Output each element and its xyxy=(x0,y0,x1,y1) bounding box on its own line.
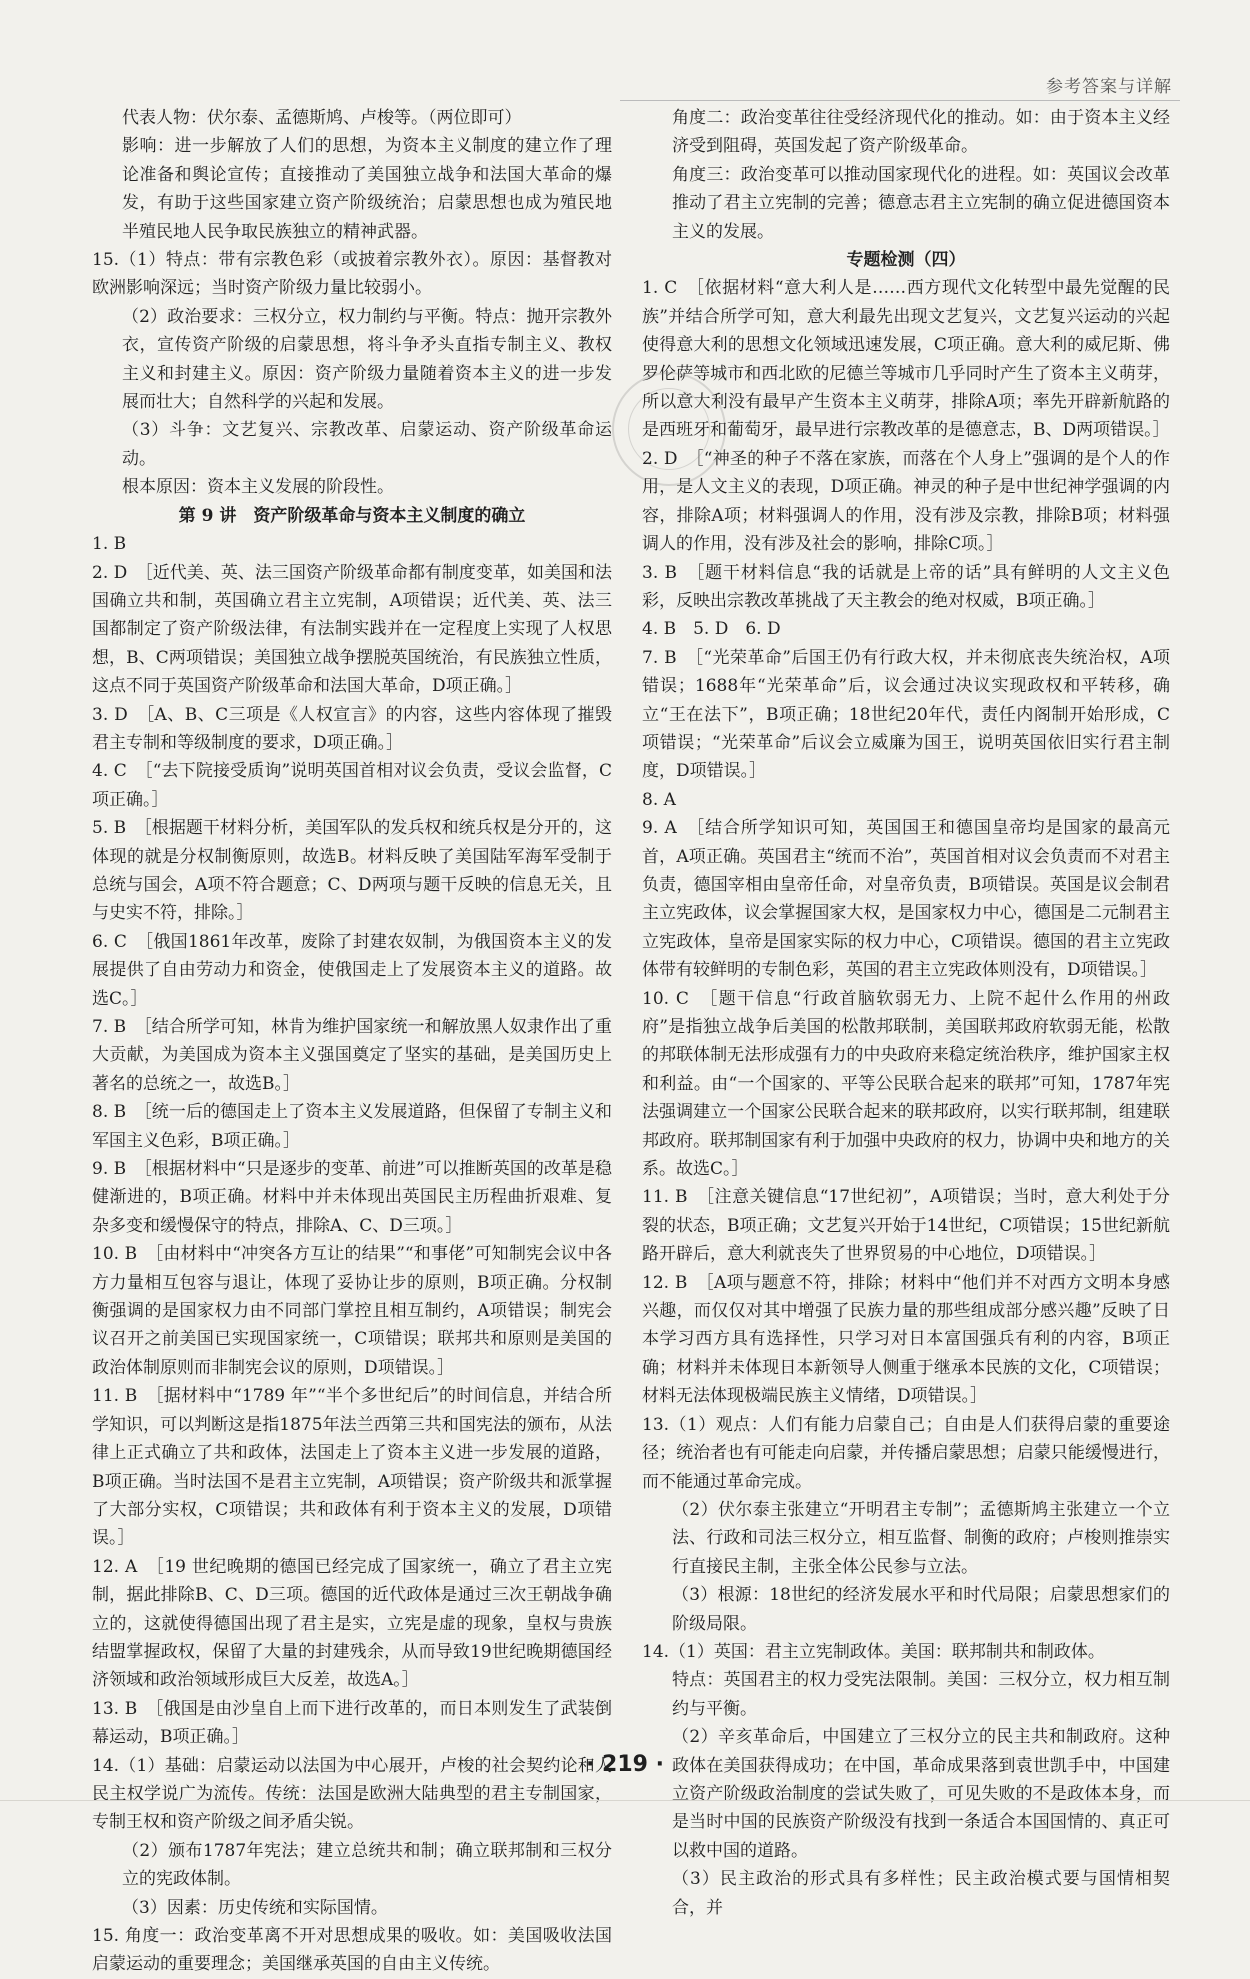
answer-paragraph: （2）颁布1787年宪法；建立总统共和制；确立联邦制和三权分立的宪政体制。 xyxy=(122,1840,612,1890)
answer-paragraph: 2. D ［近代美、英、法三国资产阶级革命都有制度变革，如美国和法国确立共和制，英国确立君主立宪制，A项错误；近代美、英、法三国都制定了资产阶级法律，有法制实践并在一定程度上实现了人权思想，B、C两项错误；美国独立战争摆脱英国统治，有民族独立性质，这点不同于英国资产阶级革命和法国大革命，D项正确。］ xyxy=(92,562,612,697)
answer-paragraph: 7. B ［结合所学可知，林肯为维护国家统一和解放黑人奴隶作出了重大贡献，为美国成为资本主义强国奠定了坚实的基础，是美国历史上著名的总统之一，故选B。］ xyxy=(92,1017,612,1094)
page-header: 参考答案与详解 xyxy=(1046,77,1172,97)
answer-paragraph: 1. C ［依据材料“意大利人是……西方现代文化转型中最先觉醒的民族”并结合所学可知，意大利最先出现文艺复兴，文艺复兴运动的兴起使得意大利的思想文化领域迅速发展，C项正确。意大利的威尼斯、佛罗伦萨等城市和西北欧的尼德兰等城市几乎同时产生了资本主义萌芽，所以意大利没有最早产生资本主义萌芽，排除A项；率先开辟新航路的是西班牙和葡萄牙，最早进行宗教改革的是德意志，B、D两项错误。］ xyxy=(642,278,1170,441)
section-title: 第 9 讲 资产阶级革命与资本主义制度的确立 xyxy=(178,505,526,526)
answer-paragraph: 6. C ［俄国1861年改革，废除了封建农奴制，为俄国资本主义的发展提供了自由劳动力和资金，使俄国走上了发展资本主义的道路。故选C。］ xyxy=(92,931,612,1009)
answer-paragraph: （2）伏尔泰主张建立“开明君主专制”；孟德斯鸠主张建立一个立法、行政和司法三权分立，相互监督、制衡的政府；卢梭则推崇实行直接民主制，主张全体公民参与立法。 xyxy=(672,1499,1170,1577)
bottom-rule xyxy=(0,1800,1250,1801)
answer-paragraph: 1. B xyxy=(92,534,127,555)
answer-paragraph: 10. C ［题干信息“行政首脑软弱无力、上院不起什么作用的州政府”是指独立战争后美国的松散邦联制，美国联邦政府软弱无能，松散的邦联体制无法形成强有力的中央政府来稳定统治秩序，维护国家主权和利益。由“一个国家的、平等公民联合起来的联邦”可知，1787年宪法强调建立一个国家公民联合起来的联邦政府，以实行联邦制，组建联邦政府。联邦制国家有利于加强中央政府的权力，协调中央和地方的关系。故选C。］ xyxy=(642,988,1170,1180)
header-rule xyxy=(620,100,1180,101)
answer-paragraph: 3. D ［A、B、C三项是《人权宣言》的内容，这些内容体现了摧毁君主专制和等级制度的要求，D项正确。］ xyxy=(92,704,612,753)
answer-paragraph: 4. B 5. D 6. D xyxy=(642,619,781,640)
answer-paragraph: 8. B ［统一后的德国走上了资本主义发展道路，但保留了专制主义和军国主义色彩，B项正确。］ xyxy=(92,1102,612,1151)
answer-paragraph: 4. C ［“去下院接受质询”说明英国首相对议会负责，受议会监督，C项正确。］ xyxy=(92,761,612,810)
answer-paragraph: 代表人物：伏尔泰、孟德斯鸠、卢梭等。（两位即可） xyxy=(122,108,522,128)
answer-paragraph: 影响：进一步解放了人们的思想，为资本主义制度的建立作了理论准备和舆论宣传；直接推动了美国独立战争和法国大革命的爆发，有助于这些国家建立资产阶级统治；启蒙思想也成为殖民地半殖民地人民争取民族独立的精神武器。 xyxy=(122,136,612,242)
answer-paragraph: 14.（1）基础：启蒙运动以法国为中心展开，卢梭的社会契约论和人民主权学说广为流传。传统：法国是欧洲大陆典型的君主专制国家，专制王权和资产阶级之间矛盾尖锐。 xyxy=(92,1755,612,1833)
page-number: · 219 · xyxy=(586,1752,664,1777)
answer-paragraph: 2. D ［“神圣的种子不落在家族，而落在个人身上”强调的是个人的作用，是人文主义的表现，D项正确。神灵的种子是中世纪神学强调的内容，排除A项；材料强调人的作用，没有涉及宗教，排除B项；材料强调人的作用，没有涉及社会的影响，排除C项。］ xyxy=(642,448,1170,555)
answer-paragraph: （3）根源：18世纪的经济发展水平和时代局限；启蒙思想家们的阶级局限。 xyxy=(672,1585,1170,1634)
answer-paragraph: （3）斗争：文艺复兴、宗教改革、启蒙运动、资产阶级革命运动。 xyxy=(122,420,612,469)
answer-paragraph: （2）辛亥革命后，中国建立了三权分立的民主共和制政府。这种政体在美国获得成功；在中国，革命成果落到袁世凯手中，中国建立资产阶级政治制度的尝试失败了，可见失败的不是政体本身，而是当时中国的民族资产阶级没有找到一条适合本国国情的、真正可以救中国的道路。 xyxy=(672,1727,1170,1861)
answer-paragraph: 9. A ［结合所学知识可知，英国国王和德国皇帝均是国家的最高元首，A项正确。英国君主“统而不治”，英国首相对议会负责而不对君主负责，德国宰相由皇帝任命，对皇帝负责，B项错误。英国是议会制君主立宪政体，议会掌握国家大权，是国家权力中心，德国是二元制君主立宪政体，皇帝是国家实际的权力中心，C项错误。德国的君主立宪政体带有较鲜明的专制色彩，英国的君主立宪政体则没有，D项错误。］ xyxy=(642,818,1170,981)
answer-paragraph: （3）民主政治的形式具有多样性；民主政治模式要与国情相契合，并 xyxy=(672,1869,1170,1918)
answer-paragraph: 12. B ［A项与题意不符，排除；材料中“他们并不对西方文明本身感兴趣，而仅仅对其中增强了民族力量的那些组成部分感兴趣”反映了日本学习西方具有选择性，只学习对日本富国强兵有利的内容，B项正确；材料并未体现日本新领导人侧重于继承本民族的文化，C项错误；材料无法体现极端民族主义情绪，D项错误。］ xyxy=(642,1272,1170,1407)
answer-paragraph: 8. A xyxy=(642,789,676,810)
answer-paragraph: 13. B ［俄国是由沙皇自上而下进行改革的，而日本则发生了武装倒幕运动，B项正确。］ xyxy=(92,1698,612,1748)
answer-paragraph: 11. B ［注意关键信息“17世纪初”，A项错误；当时，意大利处于分裂的状态，B项正确；文艺复兴开始于14世纪，C项错误；15世纪新航路开辟后，意大利就丧失了世界贸易的中心地位，D项错误。］ xyxy=(642,1187,1170,1265)
answer-paragraph: 12. A ［19 世纪晚期的德国已经完成了国家统一，确立了君主立宪制，据此排除B、C、D三项。德国的近代政体是通过三次王朝战争确立的，这就使得德国出现了君主是实，立宪是虚的现象，皇权与贵族结盟掌握政权，保留了大量的封建残余，从而导致19世纪晚期德国经济领域和政治领域形成巨大反差，故选A。］ xyxy=(92,1556,612,1691)
answer-paragraph: 7. B ［“光荣革命”后国王仍有行政大权，并未彻底丧失统治权，A项错误；1688年“光荣革命”后，议会通过决议实现政权和平转移，确立“王在法下”，B项正确；18世纪20年代，责任内阁制开始形成，C项错误；“光荣革命”后议会立威廉为国王，说明英国依旧实行君主制度，D项错误。］ xyxy=(642,647,1170,782)
answer-paragraph: （2）政治要求：三权分立，权力制约与平衡。特点：抛开宗教外衣，宣传资产阶级的启蒙思想，将斗争矛头直指专制主义、教权主义和封建主义。原因：资产阶级力量随着资本主义的进一步发展而壮大；自然科学的兴起和发展。 xyxy=(122,306,612,413)
answer-paragraph: 5. B ［根据题干材料分析，美国军队的发兵权和统兵权是分开的，这体现的就是分权制衡原则，故选B。材料反映了美国陆军海军受制于总统与国会，A项不符合题意；C、D两项与题干反映的信息无关，且与史实不符，排除。］ xyxy=(92,818,612,924)
section-title: 专题检测（四） xyxy=(846,250,966,271)
answer-paragraph: 角度三：政治变革可以推动国家现代化的进程。如：英国议会改革推动了君主立宪制的完善；德意志君主立宪制的确立促进德国资本主义的发展。 xyxy=(672,164,1170,242)
answer-paragraph: 13.（1）观点：人们有能力启蒙自己；自由是人们获得启蒙的重要途径；统治者也有可能走向启蒙，并传播启蒙思想；启蒙只能缓慢进行，而不能通过革命完成。 xyxy=(642,1414,1170,1492)
answer-paragraph: 根本原因：资本主义发展的阶段性。 xyxy=(122,477,394,498)
answer-paragraph: 15.（1）特点：带有宗教色彩（或披着宗教外衣）。原因：基督教对欧洲影响深远；当时资产阶级力量比较弱小。 xyxy=(92,250,612,299)
answer-paragraph: 9. B ［根据材料中“只是逐步的变革、前进”可以推断英国的改革是稳健渐进的，B项正确。材料中并未体现出英国民主历程曲折艰难、复杂多变和缓慢保守的特点，排除A、C、D三项。］ xyxy=(92,1159,612,1236)
watermark-stamp xyxy=(612,372,726,486)
answer-paragraph: 3. B ［题干材料信息“我的话就是上帝的话”具有鲜明的人文主义色彩，反映出宗教改革挑战了天主教会的绝对权威，B项正确。］ xyxy=(642,562,1170,611)
answer-paragraph: 角度二：政治变革往往受经济现代化的推动。如：由于资本主义经济受到阻碍，英国发起了资产阶级革命。 xyxy=(672,108,1170,157)
answer-paragraph: 10. B ［由材料中“冲突各方互让的结果”“和事佬”可知制宪会议中各方力量相互包容与退让，体现了妥协让步的原则，B项正确。分权制衡强调的是国家权力由不同部门掌控且相互制约，A项错误；制宪会议召开之前美国已实现国家统一，C项错误；联邦共和原则是美国的政治体制原则而非制宪会议的原则，D项错误。］ xyxy=(92,1244,612,1378)
answer-paragraph: 15. 角度一：政治变革离不开对思想成果的吸收。如：美国吸收法国启蒙运动的重要理念；美国继承英国的自由主义传统。 xyxy=(92,1926,612,1975)
right-column xyxy=(642,104,1170,1918)
answer-paragraph: 11. B ［据材料中“1789 年”“半个多世纪后”的时间信息，并结合所学知识，可以判断这是指1875年法兰西第三共和国宪法的颁布，从法律上正式确立了共和政体，法国走上了资本主义进一步发展的道路，B项正确。当时法国不是君主立宪制，A项错误；资产阶级共和派掌握了大部分实权，C项错误；共和政体有利于资本主义的发展，D项错误。］ xyxy=(92,1386,612,1549)
answer-paragraph: 特点：英国君主的权力受宪法限制。美国：三权分立，权力相互制约与平衡。 xyxy=(672,1670,1170,1719)
left-column xyxy=(92,104,612,1975)
answer-paragraph: 14.（1）英国：君主立宪制政体。美国：联邦制共和制政体。 xyxy=(642,1641,1105,1662)
answer-paragraph: （3）因素：历史传统和实际国情。 xyxy=(122,1897,388,1918)
